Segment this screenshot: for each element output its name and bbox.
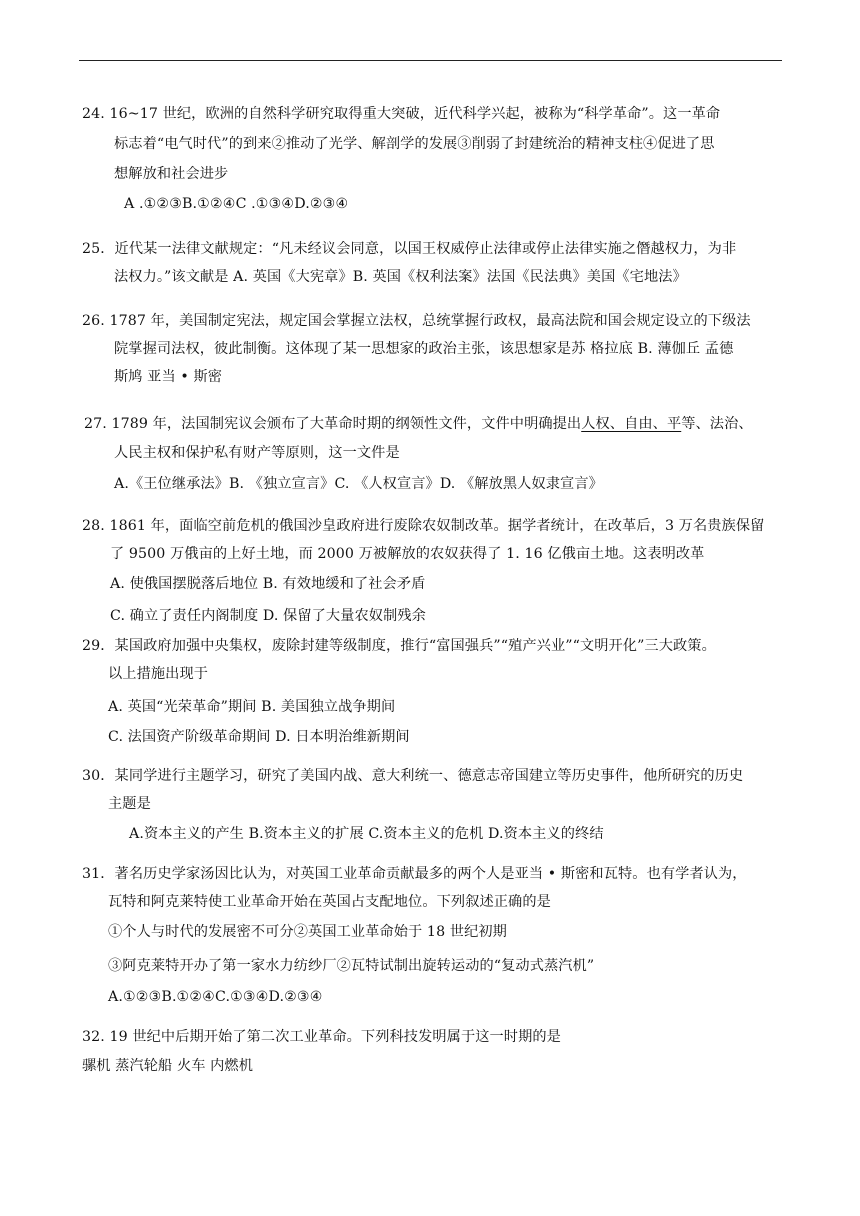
question-stem: 想解放和社会进步 (114, 166, 229, 182)
question-stem: 29．某国政府加强中央集权，废除封建等级制度，推行“富国强兵”“殖产兴业”“文明开化”三大政策。 (82, 638, 716, 654)
question-stem: ③阿克莱特开办了第一家水力纺纱厂②瓦特试制出旋转运动的“复动式蒸汽机” (108, 958, 595, 974)
stem-text: 27. 1789 年，法国制宪议会颁布了大革命时期的纲领性文件，文件中明确提出 (84, 416, 582, 432)
underlined-text: 人权、自由、平 (581, 416, 682, 432)
question-stem: 25．近代某一法律文献规定：“凡未经议会同意，以国王权威停止法律或停止法律实施之僭越权力，为非 (82, 241, 737, 257)
question-stem: 以上措施出现于 (108, 666, 209, 682)
question-stem (84, 415, 753, 433)
answer-options: A.资本主义的产生 B.资本主义的扩展 C.资本主义的危机 D.资本主义的终结 (129, 826, 604, 842)
answer-options: A. 英国“光荣革命”期间 B. 美国独立战争期间 (108, 699, 396, 715)
answer-options: A .①②③B.①②④C .①③④D.②③④ (124, 196, 349, 212)
question-stem: 瓦特和阿克莱特使工业革命开始在英国占支配地位。下列叙述正确的是 (108, 894, 551, 910)
stem-text: 等、法治、 (681, 416, 753, 432)
question-stem: 法权力。”该文献是 A. 英国《大宪章》B. 英国《权利法案》法国《民法典》美国《宅地法》 (114, 269, 687, 285)
question-stem: 斯鸠 亚当 • 斯密 (114, 369, 223, 385)
question-stem: 24. 16~17 世纪，欧洲的自然科学研究取得重大突破，近代科学兴起，被称为“科学革命”。这一革命 (82, 106, 721, 122)
answer-options: C. 法国资产阶级革命期间 D. 日本明治维新期间 (108, 729, 410, 745)
header-rule (79, 60, 782, 61)
question-stem: 院掌握司法权，彼此制衡。这体现了某一思想家的政治主张，该思想家是苏 格拉底 B. 薄伽丘 孟德 (114, 341, 734, 357)
answer-options: A.①②③B.①②④C.①③④D.②③④ (108, 989, 323, 1005)
answer-options: A. 使俄国摆脱落后地位 B. 有效地缓和了社会矛盾 (110, 576, 426, 592)
question-stem: 主题是 (108, 796, 151, 812)
question-stem: 26. 1787 年，美国制定宪法，规定国会掌握立法权，总统掌握行政权，最高法院和国会规定设立的下级法 (82, 313, 751, 329)
question-stem: 28. 1861 年，面临空前危机的俄国沙皇政府进行废除农奴制改革。据学者统计，在改革后，3 万名贵族保留 (82, 518, 765, 534)
question-stem: 31．著名历史学家汤因比认为，对英国工业革命贡献最多的两个人是亚当 • 斯密和瓦特。也有学者认为， (82, 866, 747, 882)
answer-options: A.《王位继承法》B. 《独立宣言》C. 《人权宣言》D. 《解放黑人奴隶宣言》 (114, 476, 603, 492)
answer-options: 骡机 蒸汽轮船 火车 内燃机 (82, 1058, 253, 1074)
question-stem: 30．某同学进行主题学习，研究了美国内战、意大利统一、德意志帝国建立等历史事件，他所研究的历史 (82, 768, 744, 784)
question-stem: 人民主权和保护私有财产等原则，这一文件是 (114, 445, 400, 461)
question-stem: ①个人与时代的发展密不可分②英国工业革命始于 18 世纪初期 (108, 924, 507, 940)
question-stem: 32. 19 世纪中后期开始了第二次工业革命。下列科技发明属于这一时期的是 (82, 1029, 561, 1045)
answer-options: C. 确立了责任内阁制度 D. 保留了大量农奴制残余 (110, 608, 426, 624)
question-stem: 了 9500 万俄亩的上好土地，而 2000 万被解放的农奴获得了 1. 16 亿俄亩土地。这表明改革 (110, 546, 705, 562)
question-stem: 标志着“电气时代”的到来②推动了光学、解剖学的发展③削弱了封建统治的精神支柱④促进了思 (114, 136, 715, 152)
